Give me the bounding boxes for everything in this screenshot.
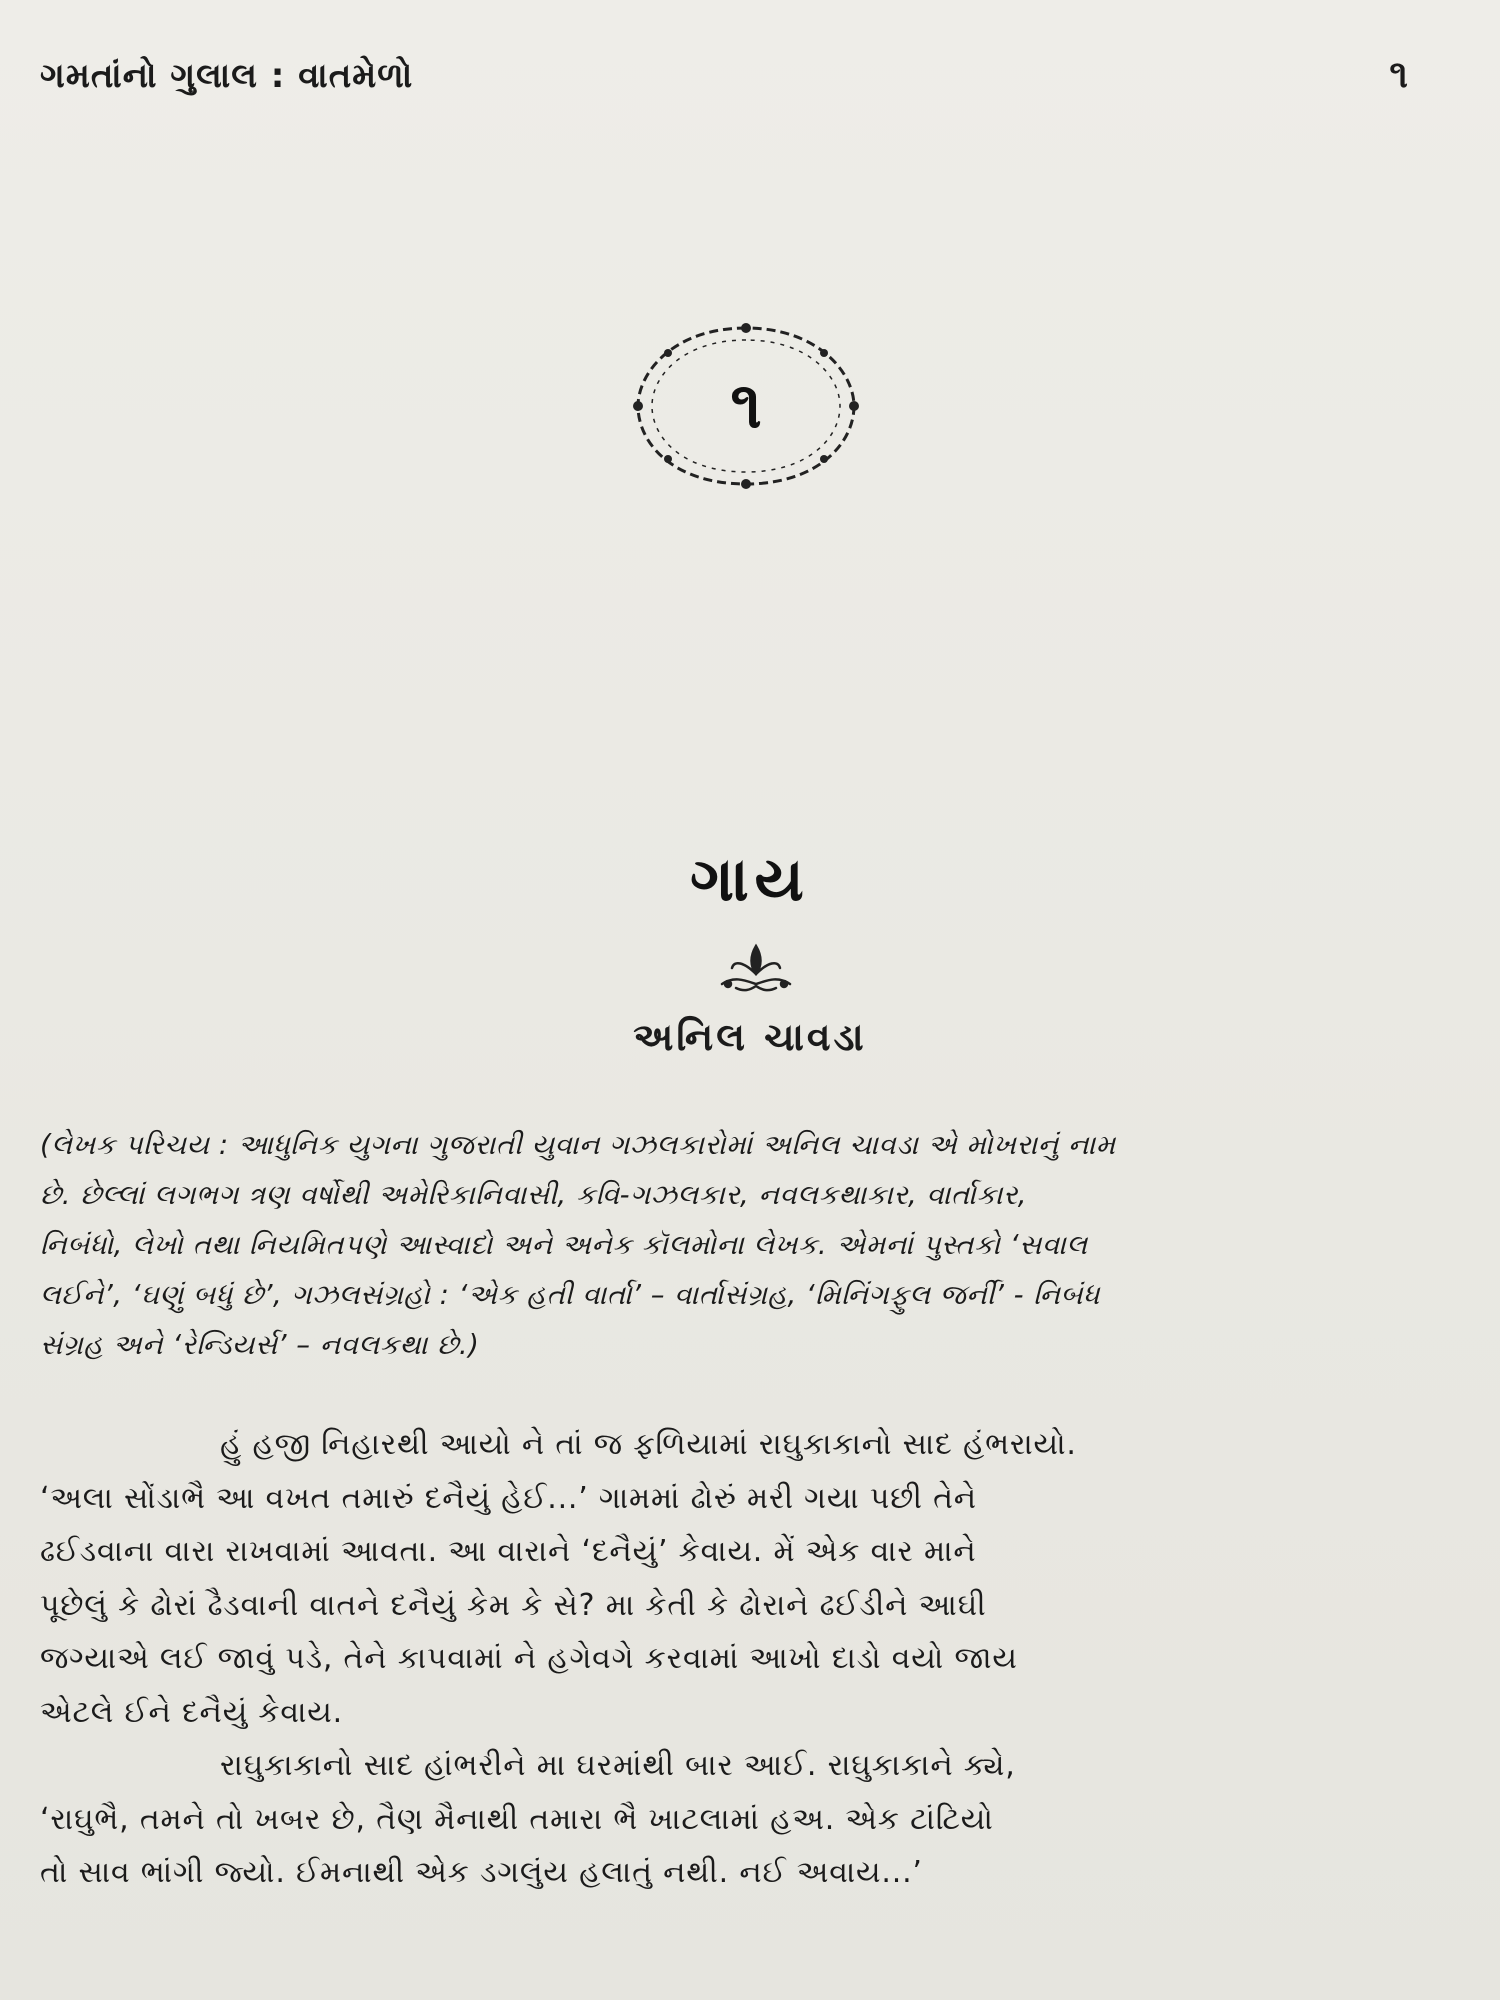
story-title: ગાય	[690, 845, 810, 915]
body-line: જગ્યાએ લઈ જાવું પડે, તેને કાપવામાં ને હગેવગે કરવામાં આખો દાડો વયો જાય	[40, 1641, 1018, 1676]
body-line: ‘અલા સોંડાભૈ આ વખત તમારું દનૈયું હેઈ...’ ગામમાં ઢોરું મરી ગયા પછી તેને	[40, 1480, 977, 1516]
bio-line: (લેખક પરિચય : આધુનિક યુગના ગુજરાતી યુવાન ગઝલકારોમાં અનિલ ચાવડા એ મોખરાનું નામ	[40, 1129, 1116, 1161]
bio-line: લઈને’, ‘ઘણું બધું છે’, ગઝલસંગ્રહો : ‘એક હતી વાર્તા’ – વાર્તાસંગ્રહ, ‘મિનિંગફુલ જર્ની’ - નિબંધ	[40, 1279, 1101, 1311]
body-line: હું હજી નિહારથી આયો ને તાં જ ફળિયામાં રાઘુકાકાનો સાદ હંભરાયો.	[220, 1427, 1077, 1462]
bio-line: સંગ્રહ અને ‘રેન્ડિયર્સ’ – નવલકથા છે.)	[40, 1329, 480, 1361]
body-line: એટલે ઈને દનૈયું કેવાય.	[40, 1694, 343, 1730]
body-line: પૂછેલું કે ઢોરાં ઢૈડવાની વાતને દનૈયું કેમ કે સે? મા કેતી કે ઢોરાને ઢઈડીને આઘી	[40, 1587, 987, 1623]
bio-line: નિબંધો, લેખો તથા નિયમિતપણે આસ્વાદો અને અનેક કૉલમોના લેખક. એમનાં પુસ્તકો ‘સવાલ	[40, 1229, 1088, 1261]
chapter-number: ૧	[730, 369, 762, 443]
author-name: અનિલ ચાવડા	[633, 1015, 867, 1059]
body-line: રાઘુકાકાનો સાદ હાંભરીને મા ઘરમાંથી બાર આઈ. રાઘુકાકાને ક્યે,	[220, 1748, 1016, 1783]
body-line: ‘રાઘુભૈ, તમને તો ખબર છે, તૈણ મૈનાથી તમારા ભૈ ખાટલામાં હઅ. એક ટાંટિયો	[40, 1801, 994, 1837]
story-body	[40, 1418, 1450, 1900]
bio-line: છે. છેલ્લાં લગભગ ત્રણ વર્ષોથી અમેરિકાનિવાસી, કવિ-ગઝલકાર, નવલકથાકાર, વાર્તાકાર,	[40, 1179, 1027, 1211]
fleuron-ornament	[716, 940, 796, 996]
running-head: ગમતાંનો ગુલાલ : વાતમેળો	[40, 56, 414, 96]
body-line: ઢઈડવાના વારા રાખવામાં આવતા. આ વારાને ‘દનૈયું’ કેવાય. મેં એક વાર માને	[40, 1534, 977, 1569]
body-line: તો સાવ ભાંગી જ્યો. ઈમનાથી એક ડગલુંય હલાતું નથી. નઈ અવાય...’	[40, 1855, 923, 1890]
author-bio	[40, 1120, 1450, 1370]
page-number: ૧	[1389, 52, 1408, 96]
